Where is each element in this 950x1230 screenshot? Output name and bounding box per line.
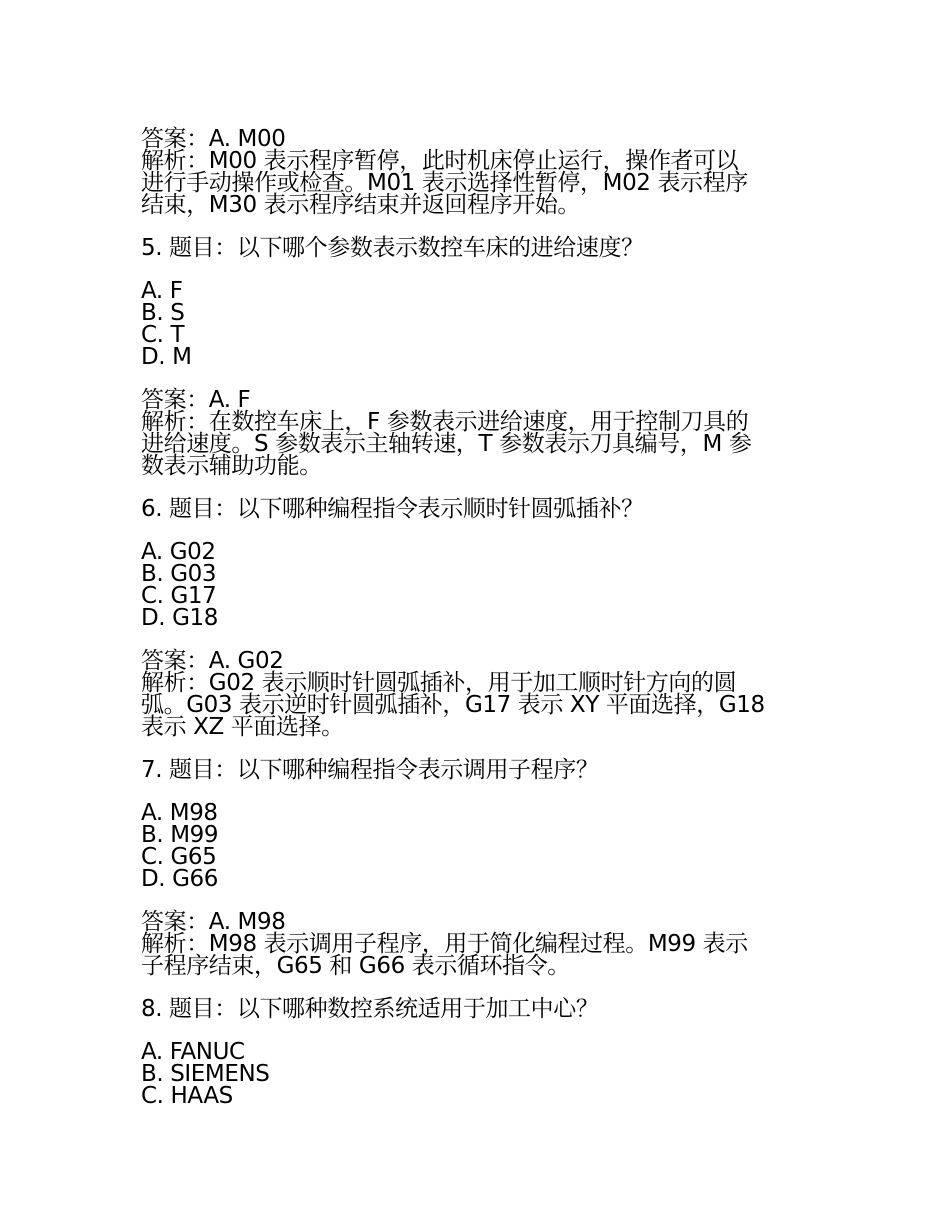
option-line: D. G66 [141,866,219,892]
explanation-line: 数表示辅助功能。 [141,453,322,479]
answer-line: 答案：A. G02 [141,648,284,674]
explanation-line: 进行手动操作或检查。M01 表示选择性暂停，M02 表示程序 [141,170,748,196]
option-line: A. G02 [141,539,216,565]
explanation-line: 解析：M98 表示调用子程序，用于简化编程过程。M99 表示 [141,931,748,957]
option-line: D. M [141,344,192,370]
explanation-line: 解析：G02 表示顺时针圆弧插补，用于加工顺时针方向的圆 [141,670,737,696]
explanation-line: 表示 XZ 平面选择。 [141,714,344,740]
option-line: B. S [141,300,185,326]
answer-line: 答案：A. M00 [141,126,286,152]
answer-line: 答案：A. F [141,387,251,413]
option-line: B. M99 [141,822,219,848]
explanation-line: 子程序结束，G65 和 G66 表示循环指令。 [141,953,570,979]
explanation-line: 弧。G03 表示逆时针圆弧插补，G17 表示 XY 平面选择，G18 [141,692,765,718]
explanation-line: 解析：M00 表示程序暂停，此时机床停止运行，操作者可以 [141,148,739,174]
option-line: C. G17 [141,583,217,609]
option-line: C. G65 [141,844,217,870]
option-line: C. T [141,322,185,348]
question-8-title: 8. 题目：以下哪种数控系统适用于加工中心？ [141,996,599,1022]
document-page [141,128,811,1107]
question-7-title: 7. 题目：以下哪种编程指令表示调用子程序？ [141,757,599,783]
explanation-line: 进给速度。S 参数表示主轴转速，T 参数表示刀具编号，M 参 [141,431,752,457]
option-line: C. HAAS [141,1083,233,1109]
explanation-line: 结束，M30 表示程序结束并返回程序开始。 [141,192,581,218]
option-line: D. G18 [141,605,219,631]
question-6-title: 6. 题目：以下哪种编程指令表示顺时针圆弧插补？ [141,496,644,522]
question-5-title: 5. 题目：以下哪个参数表示数控车床的进给速度？ [141,235,644,261]
option-line: A. M98 [141,800,218,826]
explanation-line: 解析：在数控车床上，F 参数表示进给速度，用于控制刀具的 [141,409,749,435]
option-line: A. FANUC [141,1039,245,1065]
answer-line: 答案：A. M98 [141,909,286,935]
option-line: B. SIEMENS [141,1061,270,1087]
option-line: A. F [141,278,183,304]
option-line: B. G03 [141,561,217,587]
